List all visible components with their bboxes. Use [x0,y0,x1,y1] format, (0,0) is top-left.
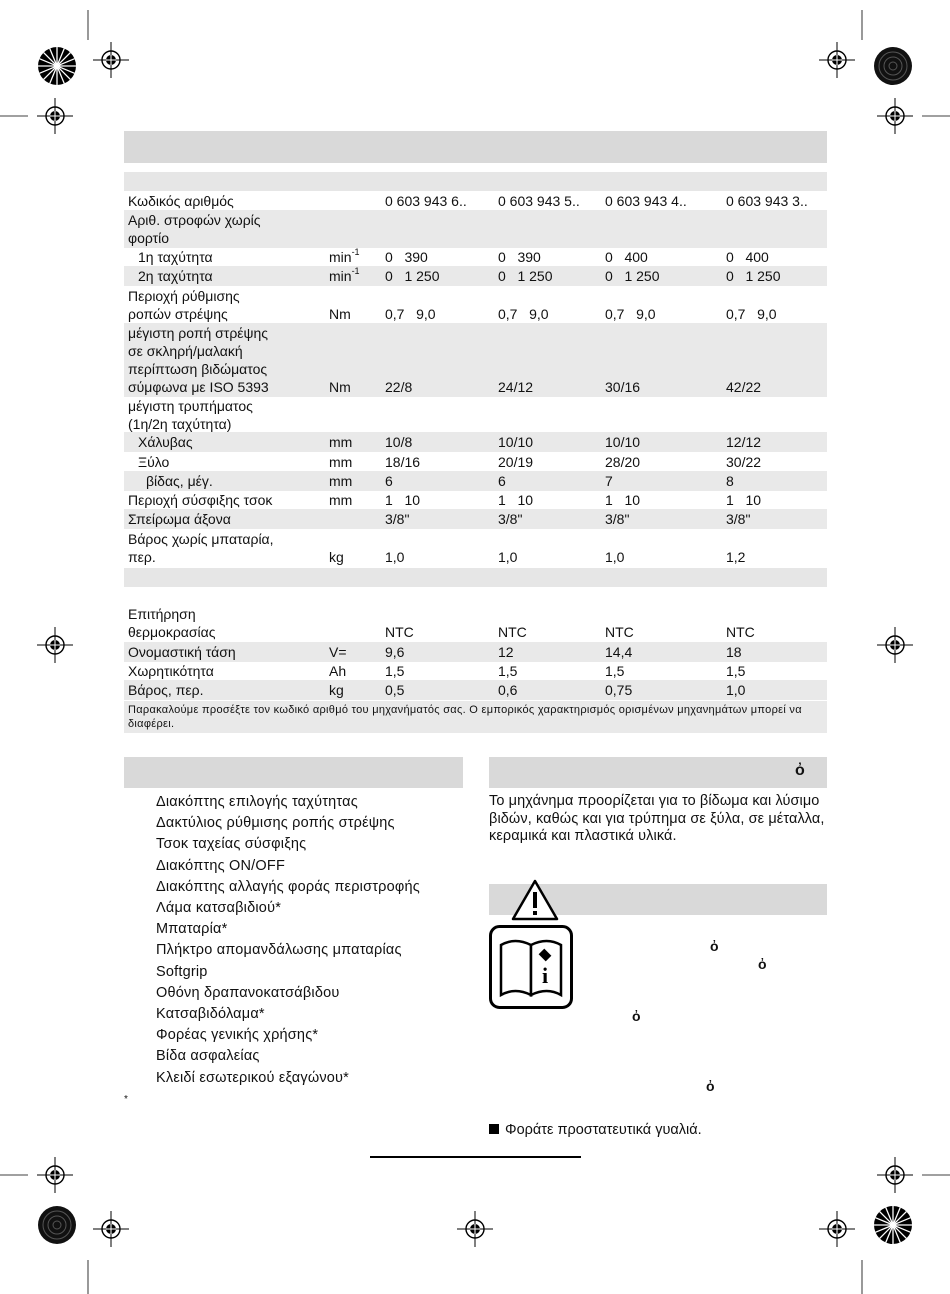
spec-value-cell: 0 400 [726,249,769,265]
battery-value-cell: 1,5 [605,663,625,679]
battery-value-cell: 1,5 [726,663,746,679]
spec-row-unit: mm [329,454,353,470]
battery-row-unit: V= [329,644,347,660]
spec-row-unit: $\min^{-1}$ [329,266,360,284]
unit-superscript: -1 [351,247,360,258]
footer-rule [370,1156,581,1158]
battery-row-label: θερμοκρασίας [128,624,216,640]
spec-row-unit: mm [329,434,353,450]
target-bottom-right [874,1206,912,1244]
target-top-left [38,47,76,85]
spec-value-cell: 30/22 [726,454,762,470]
spec-row-label: φορτίο [128,230,170,246]
parts-list-item: Λάμα κατσαβιδιού* [156,900,282,917]
battery-value-cell: 14,4 [605,644,633,660]
spec-row-background [124,266,827,286]
safety-mark-4: ὀ [706,1078,715,1094]
parts-list [156,792,420,1089]
spec-value-cell: 3/8" [498,511,523,527]
spec-row-unit: Nm [329,379,351,395]
target-top-right [874,47,912,85]
spec-value-cell: 0 1 250 [498,268,553,284]
parts-list-item: Δακτύλιος ρύθμισης ροπής στρέψης [156,815,395,832]
battery-value-cell: 1,0 [726,682,746,698]
spec-row-label: Περιοχή σύσφιξης τσοκ [128,492,273,508]
spec-value-cell: 1,2 [726,549,746,565]
spec-row-label: Βάρος χωρίς μπαταρία, [128,531,274,547]
battery-value-cell: 0,75 [605,682,633,698]
spec-value-cell: 42/22 [726,379,762,395]
spec-row-label: Σπείρωμα άξονα [128,511,231,527]
parts-list-item: Τσοκ ταχείας σύσφιξης [156,836,307,853]
bullet-text: Φοράτε προστατευτικά γυαλιά. [505,1122,702,1138]
battery-value-cell: 1,5 [498,663,518,679]
spec-value-cell: 0,7 9,0 [498,306,549,322]
spec-value-cell: 10/10 [605,434,641,450]
spec-row-unit: $\min^{-1}$ [329,247,360,265]
spec-row-label: σε σκληρή/μαλακή [128,343,243,359]
footnote-mark: * [124,1094,128,1105]
spec-table-header-bar [124,172,827,191]
battery-row-background [124,680,827,700]
spec-row-label: Αριθ. στροφών χωρίς [128,212,261,228]
spec-value-cell: 6 [385,473,393,489]
parts-heading-bar [124,757,463,788]
spec-value-cell: 0 603 943 4.. [605,193,687,209]
spec-row-label: Χάλυβας [138,434,193,450]
spec-value-cell: 3/8" [605,511,630,527]
page-header-bar [124,131,827,163]
battery-row-label: Χωρητικότητα [128,663,214,679]
battery-value-cell: NTC [385,624,414,640]
spec-value-cell: 8 [726,473,734,489]
spec-row-label: σύμφωνα με ISO 5393 [128,379,269,395]
spec-value-cell: 1 10 [726,492,762,508]
safety-mark-1: ὀ [710,938,719,954]
spec-row-label: περ. [128,549,156,565]
battery-value-cell: NTC [726,624,755,640]
spec-value-cell: 22/8 [385,379,413,395]
parts-list-item: Διακόπτης επιλογής ταχύτητας [156,794,358,810]
battery-value-cell: NTC [498,624,527,640]
battery-value-cell: 0,5 [385,682,405,698]
spec-value-cell: 0 1 250 [385,268,440,284]
spec-value-cell: 7 [605,473,613,489]
spec-value-cell: 0 390 [385,249,428,265]
battery-value-cell: NTC [605,624,634,640]
spec-row-unit: mm [329,473,353,489]
spec-value-cell: 0 603 943 5.. [498,193,580,209]
spec-value-cell: 20/19 [498,454,534,470]
spec-value-cell: 3/8" [726,511,751,527]
spec-row-label: (1η/2η ταχύτητα) [128,416,232,432]
spec-value-cell: 1 10 [498,492,534,508]
spec-row-unit: Nm [329,306,351,322]
parts-list-item: Κατσαβιδόλαμα* [156,1006,265,1023]
parts-list-item: Πλήκτρο απομανδάλωσης μπαταρίας [156,942,402,959]
spec-row-background [124,471,827,491]
spec-row-label: μέγιστη τρυπήματος [128,398,253,414]
bullet-item [489,1121,702,1139]
parts-list-item: Softgrip [156,963,208,980]
spec-row-label: Κωδικός αριθμός [128,193,234,209]
spec-value-cell: 0 400 [605,249,648,265]
battery-row-unit: kg [329,682,344,698]
bullet-square-icon [489,1124,499,1134]
spec-value-cell: 6 [498,473,506,489]
usage-heading-bar [489,757,827,788]
parts-list-item: Βίδα ασφαλείας [156,1048,260,1065]
battery-value-cell: 12 [498,644,514,660]
battery-table-header-bar [124,568,827,587]
spec-row-label: Περιοχή ρύθμισης [128,288,240,304]
parts-list-item: Φορέας γενικής χρήσης* [156,1027,319,1044]
spec-row-label: 2η ταχύτητα [138,268,213,284]
spec-value-cell: 0 390 [498,249,541,265]
unit-superscript: -1 [351,266,360,277]
spec-row-label: ροπών στρέψης [128,306,228,322]
battery-value-cell: 1,5 [385,663,405,679]
spec-row-unit: mm [329,492,353,508]
spec-value-cell: 10/10 [498,434,534,450]
spec-value-cell: 0 1 250 [726,268,781,284]
info-icon-glyph: i [541,963,549,988]
spec-value-cell: 1 10 [385,492,421,508]
spec-value-cell: 0,7 9,0 [385,306,436,322]
spec-value-cell: 3/8" [385,511,410,527]
parts-list-item: Διακόπτης αλλαγής φοράς περιστροφής [156,878,420,895]
spec-row-label: περίπτωση βιδώματος [128,361,268,377]
spec-row-label: μέγιστη ροπή στρέψης [128,325,269,341]
safety-mark-2: ὀ [758,956,767,972]
spec-value-cell: 10/8 [385,434,413,450]
spec-value-cell: 0,7 9,0 [726,306,777,322]
spec-value-cell: 12/12 [726,434,762,450]
battery-row-label: Επιτήρηση [128,606,196,622]
spec-value-cell: 0,7 9,0 [605,306,656,322]
parts-list-item: Διακόπτης ON/OFF [156,857,286,874]
spec-row-background [124,432,827,452]
spec-value-cell: 0 1 250 [605,268,660,284]
battery-value-cell: 18 [726,644,742,660]
spec-value-cell: 1 10 [605,492,641,508]
spec-row-unit: kg [329,549,344,565]
battery-row-label: Ονομαστική τάση [128,644,236,660]
safety-mark-3: ὀ [632,1008,641,1024]
target-bottom-left [38,1206,76,1244]
spec-value-cell: 28/20 [605,454,641,470]
spec-row-label: Ξύλο [138,454,170,470]
usage-text: Το μηχάνημα προορίζεται για το βίδωμα και λύσιμο βιδών, καθώς και για τρύπημα σε ξύλα, σε μέταλλα, κεραμικά και πλαστικά υλικά. [489,793,825,844]
parts-list-item: Μπαταρία* [156,921,228,938]
spec-value-cell: 1,0 [498,549,518,565]
battery-row-label: Βάρος, περ. [128,682,204,698]
spec-value-cell: 1,0 [605,549,625,565]
spec-value-cell: 0 603 943 3.. [726,193,808,209]
spec-row-label: 1η ταχύτητα [138,249,213,265]
battery-value-cell: 0,6 [498,682,518,698]
spec-value-cell: 0 603 943 6.. [385,193,467,209]
warning-triangle-icon [510,878,560,922]
spec-value-cell: 18/16 [385,454,421,470]
spec-row-label: βίδας, μέγ. [146,473,213,489]
battery-row-unit: Ah [329,663,347,679]
read-manual-icon [489,925,573,1009]
spec-value-cell: 24/12 [498,379,534,395]
parts-list-item: Οθόνη δραπανοκατσάβιδου [156,984,340,1001]
spec-value-cell: 1,0 [385,549,405,565]
battery-value-cell: 9,6 [385,644,405,660]
model-note: Παρακαλούμε προσέξτε τον κωδικό αριθμό του μηχανήματός σας. Ο εμπορικός χαρακτηρισμός ορισμένων μηχανημάτων μπορεί να διαφέρει. [128,704,802,730]
parts-list-item: Κλειδί εσωτερικού εξαγώνου* [156,1069,350,1086]
spec-value-cell: 30/16 [605,379,641,395]
usage-heading-mark: ὀ [795,762,805,779]
